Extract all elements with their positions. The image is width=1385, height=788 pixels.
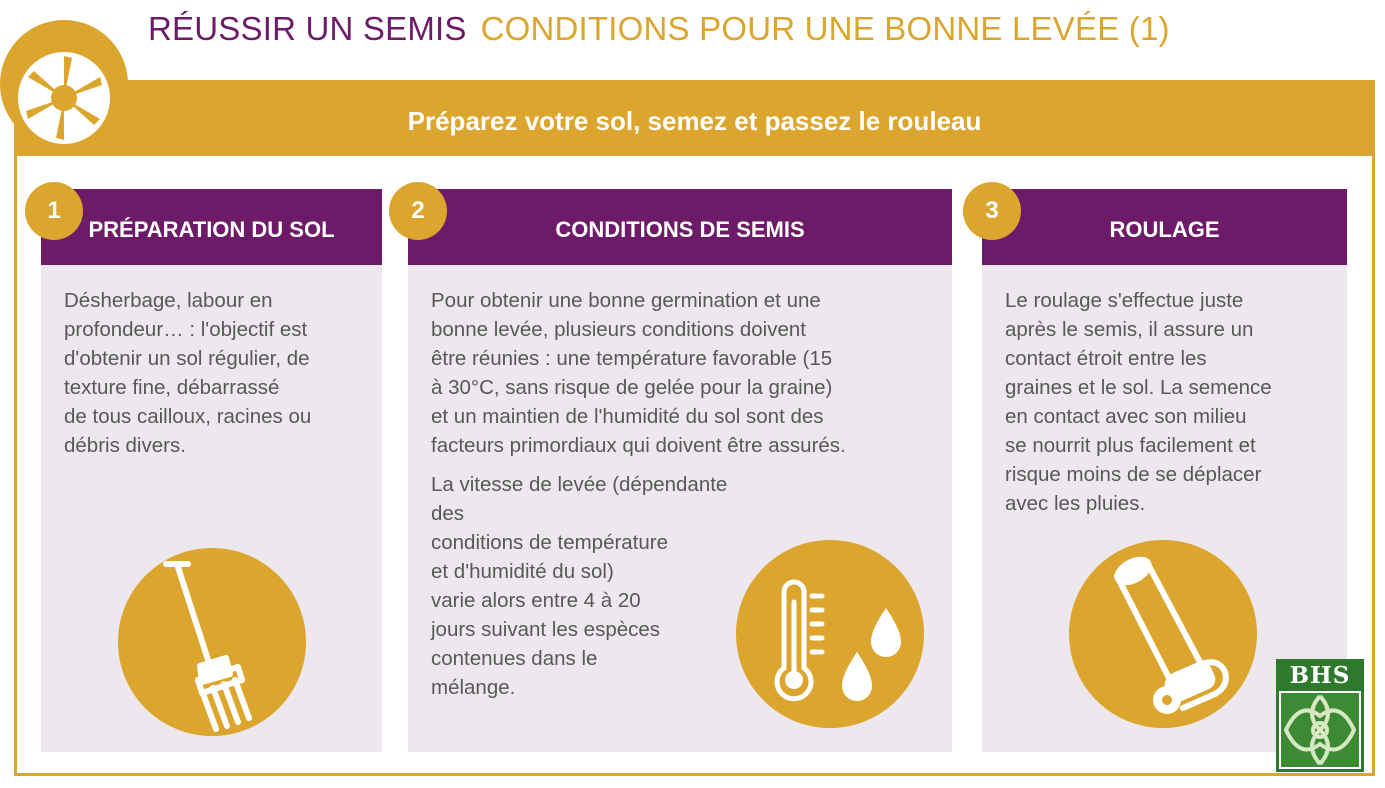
fork-icon [118,548,306,736]
fork-icon-circle [118,548,306,736]
title-sub: CONDITIONS POUR UNE BONNE LEVÉE (1) [480,10,1170,47]
text-line: varie alors entre 4 à 20 [431,589,641,612]
card-text [431,286,941,460]
text-line: avec les pluies. [1005,492,1146,515]
text-line: être réunies : une température favorable (15 [431,347,833,370]
text-line: risque moins de se déplacer [1005,463,1262,486]
celtic-knot-icon [1276,690,1364,772]
title-main: RÉUSSIR UN SEMIS [148,10,467,47]
text-line: de tous cailloux, racines ou [64,405,312,428]
text-line: et d'humidité du sol) [431,560,614,583]
text-line: après le semis, il assure un [1005,318,1254,341]
text-line: facteurs primordiaux qui doivent être assurés. [431,434,846,457]
card-text [64,286,369,460]
text-line: jours suivant les espèces [431,618,661,641]
step-number-3: 3 [963,182,1021,240]
text-line: se nourrit plus facilement et [1005,434,1256,457]
text-line: mélange. [431,676,516,699]
card-text [1005,286,1335,518]
text-line: texture fine, débarrassé [64,376,280,399]
card-title: PRÉPARATION DU SOL [41,189,382,265]
page-title [148,10,1170,48]
text-line: Pour obtenir une bonne germination et une [431,289,821,312]
step-number-1: 1 [25,182,83,240]
text-line: contact étroit entre les [1005,347,1207,370]
bhs-logo-text: BHS [1289,662,1351,689]
text-line: conditions de température [431,531,669,554]
text-line: bonne levée, plusieurs conditions doivent [431,318,806,341]
text-line: contenues dans le [431,647,598,670]
banner-text: Préparez votre sol, semez et passez le rouleau [407,106,982,136]
thermometer-drops-icon [736,540,924,728]
card-title: ROULAGE [982,189,1347,265]
step-number-2: 2 [389,182,447,240]
roller-icon [1069,540,1257,728]
card-soil-preparation [41,189,382,752]
logo-badge [0,20,128,148]
text-line: Le roulage s'effectue juste [1005,289,1244,312]
text-line: et un maintien de l'humidité du sol sont des [431,405,824,428]
roller-icon-circle [1069,540,1257,728]
text-line: graines et le sol. La semence [1005,376,1272,399]
bhs-logo [1276,659,1364,772]
card-title: CONDITIONS DE SEMIS [408,189,952,265]
text-line: La vitesse de levée (dépendante des [431,473,728,525]
text-line: Désherbage, labour en [64,289,273,312]
text-line: en contact avec son milieu [1005,405,1247,428]
card-sowing-conditions [408,189,952,752]
text-line: à 30°C, sans risque de gelée pour la graine) [431,376,833,399]
aperture-icon [14,48,114,148]
text-line: profondeur… : l'objectif est [64,318,308,341]
card-text-secondary [431,470,731,702]
text-line: d'obtenir un sol régulier, de [64,347,310,370]
banner [14,80,1375,156]
text-line: débris divers. [64,434,186,457]
thermometer-icon-circle [736,540,924,728]
